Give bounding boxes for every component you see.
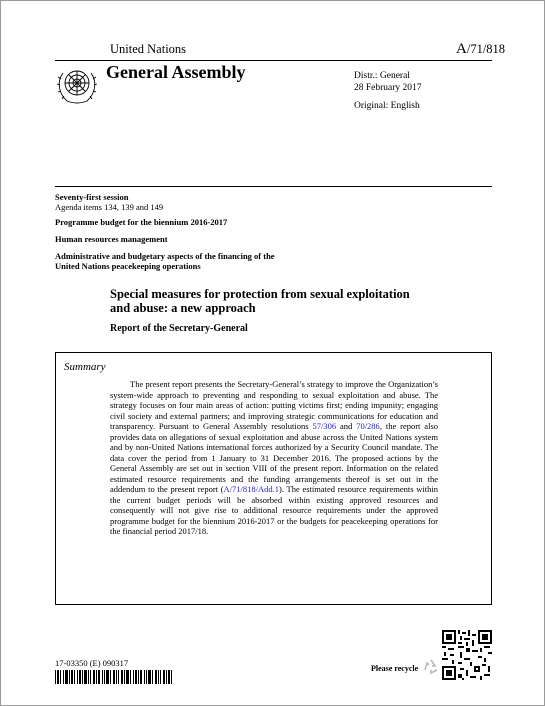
un-emblem-logo [55, 63, 99, 107]
document-date: 28 February 2017 [354, 82, 422, 93]
summary-heading: Summary [64, 361, 106, 373]
addendum-link[interactable]: A/71/818/Add.1 [223, 484, 280, 494]
agenda-item-peacekeeping-financing: Administrative and budgetary aspects of the financing of the United Nations peacekeeping operations [55, 251, 275, 271]
symbol-prefix: A [456, 41, 467, 57]
recycle-icon [422, 658, 440, 676]
summary-text-part-3: , the report also provides data on allegations of sexual exploitation and abuse across the United Nations system and by non-United Nations international forces authorized by a Security Council mandate. The data cover the period from 1 January to 31 December 2016. The proposed actions by the General Assembly are set out in section VIII of the present report. Information on the related estimated resource requirements and the funding arrangements thereof is set out in the addendum to the present report ( [110, 421, 439, 494]
distribution-block [354, 71, 422, 94]
resolution-link-70-286[interactable]: 70/286 [356, 421, 380, 431]
agenda-item-programme-budget: Programme budget for the biennium 2016-2017 [55, 217, 228, 227]
body-title: General Assembly [106, 62, 246, 82]
summary-text-part-2: and [336, 421, 357, 431]
agenda-item-human-resources: Human resources management [55, 234, 168, 244]
summary-text-part-1: The present report presents the Secretary-General’s strategy to improve the Organization’s system-wide approach to preventing and responding to sexual exploitation and abuse. The strategy focuses on four main areas of action: putting victims first; ending impunity; engaging civil society and external partners; and improving strategic communications for education and transparency. Pursuant to General Assembly resolutions [110, 379, 438, 431]
summary-text-part-4: ). The estimated resource requirements within the current budget periods will be absorbed within existing approved resources and consequently will not give rise to additional resource requirements under the approved programme budget for the biennium 2016-2017 or the budgets for peacekeeping operations for the financial period 2017/18. [110, 484, 438, 536]
document-code: 17-03350 (E) 090317 [55, 658, 129, 668]
qr-code-image [442, 630, 492, 680]
organization-name: United Nations [110, 42, 187, 56]
document-symbol [456, 41, 505, 58]
distribution-label: Distr.: General [354, 71, 410, 81]
symbol-number: /71/818 [466, 42, 506, 56]
section-rule [55, 186, 492, 187]
report-subtitle: Report of the Secretary-General [110, 323, 248, 334]
summary-text [110, 379, 438, 537]
agenda-items: Agenda items 134, 139 and 149 [55, 202, 164, 212]
barcode-image [55, 670, 173, 684]
session-label: Seventy-first session [55, 192, 129, 202]
original-language: Original: English [354, 101, 420, 111]
resolution-link-57-306[interactable]: 57/306 [312, 421, 337, 431]
header-rule [55, 60, 492, 61]
report-title: Special measures for protection from sexual exploitation and abuse: a new approach [110, 287, 410, 315]
please-recycle-label: Please recycle [371, 664, 419, 673]
